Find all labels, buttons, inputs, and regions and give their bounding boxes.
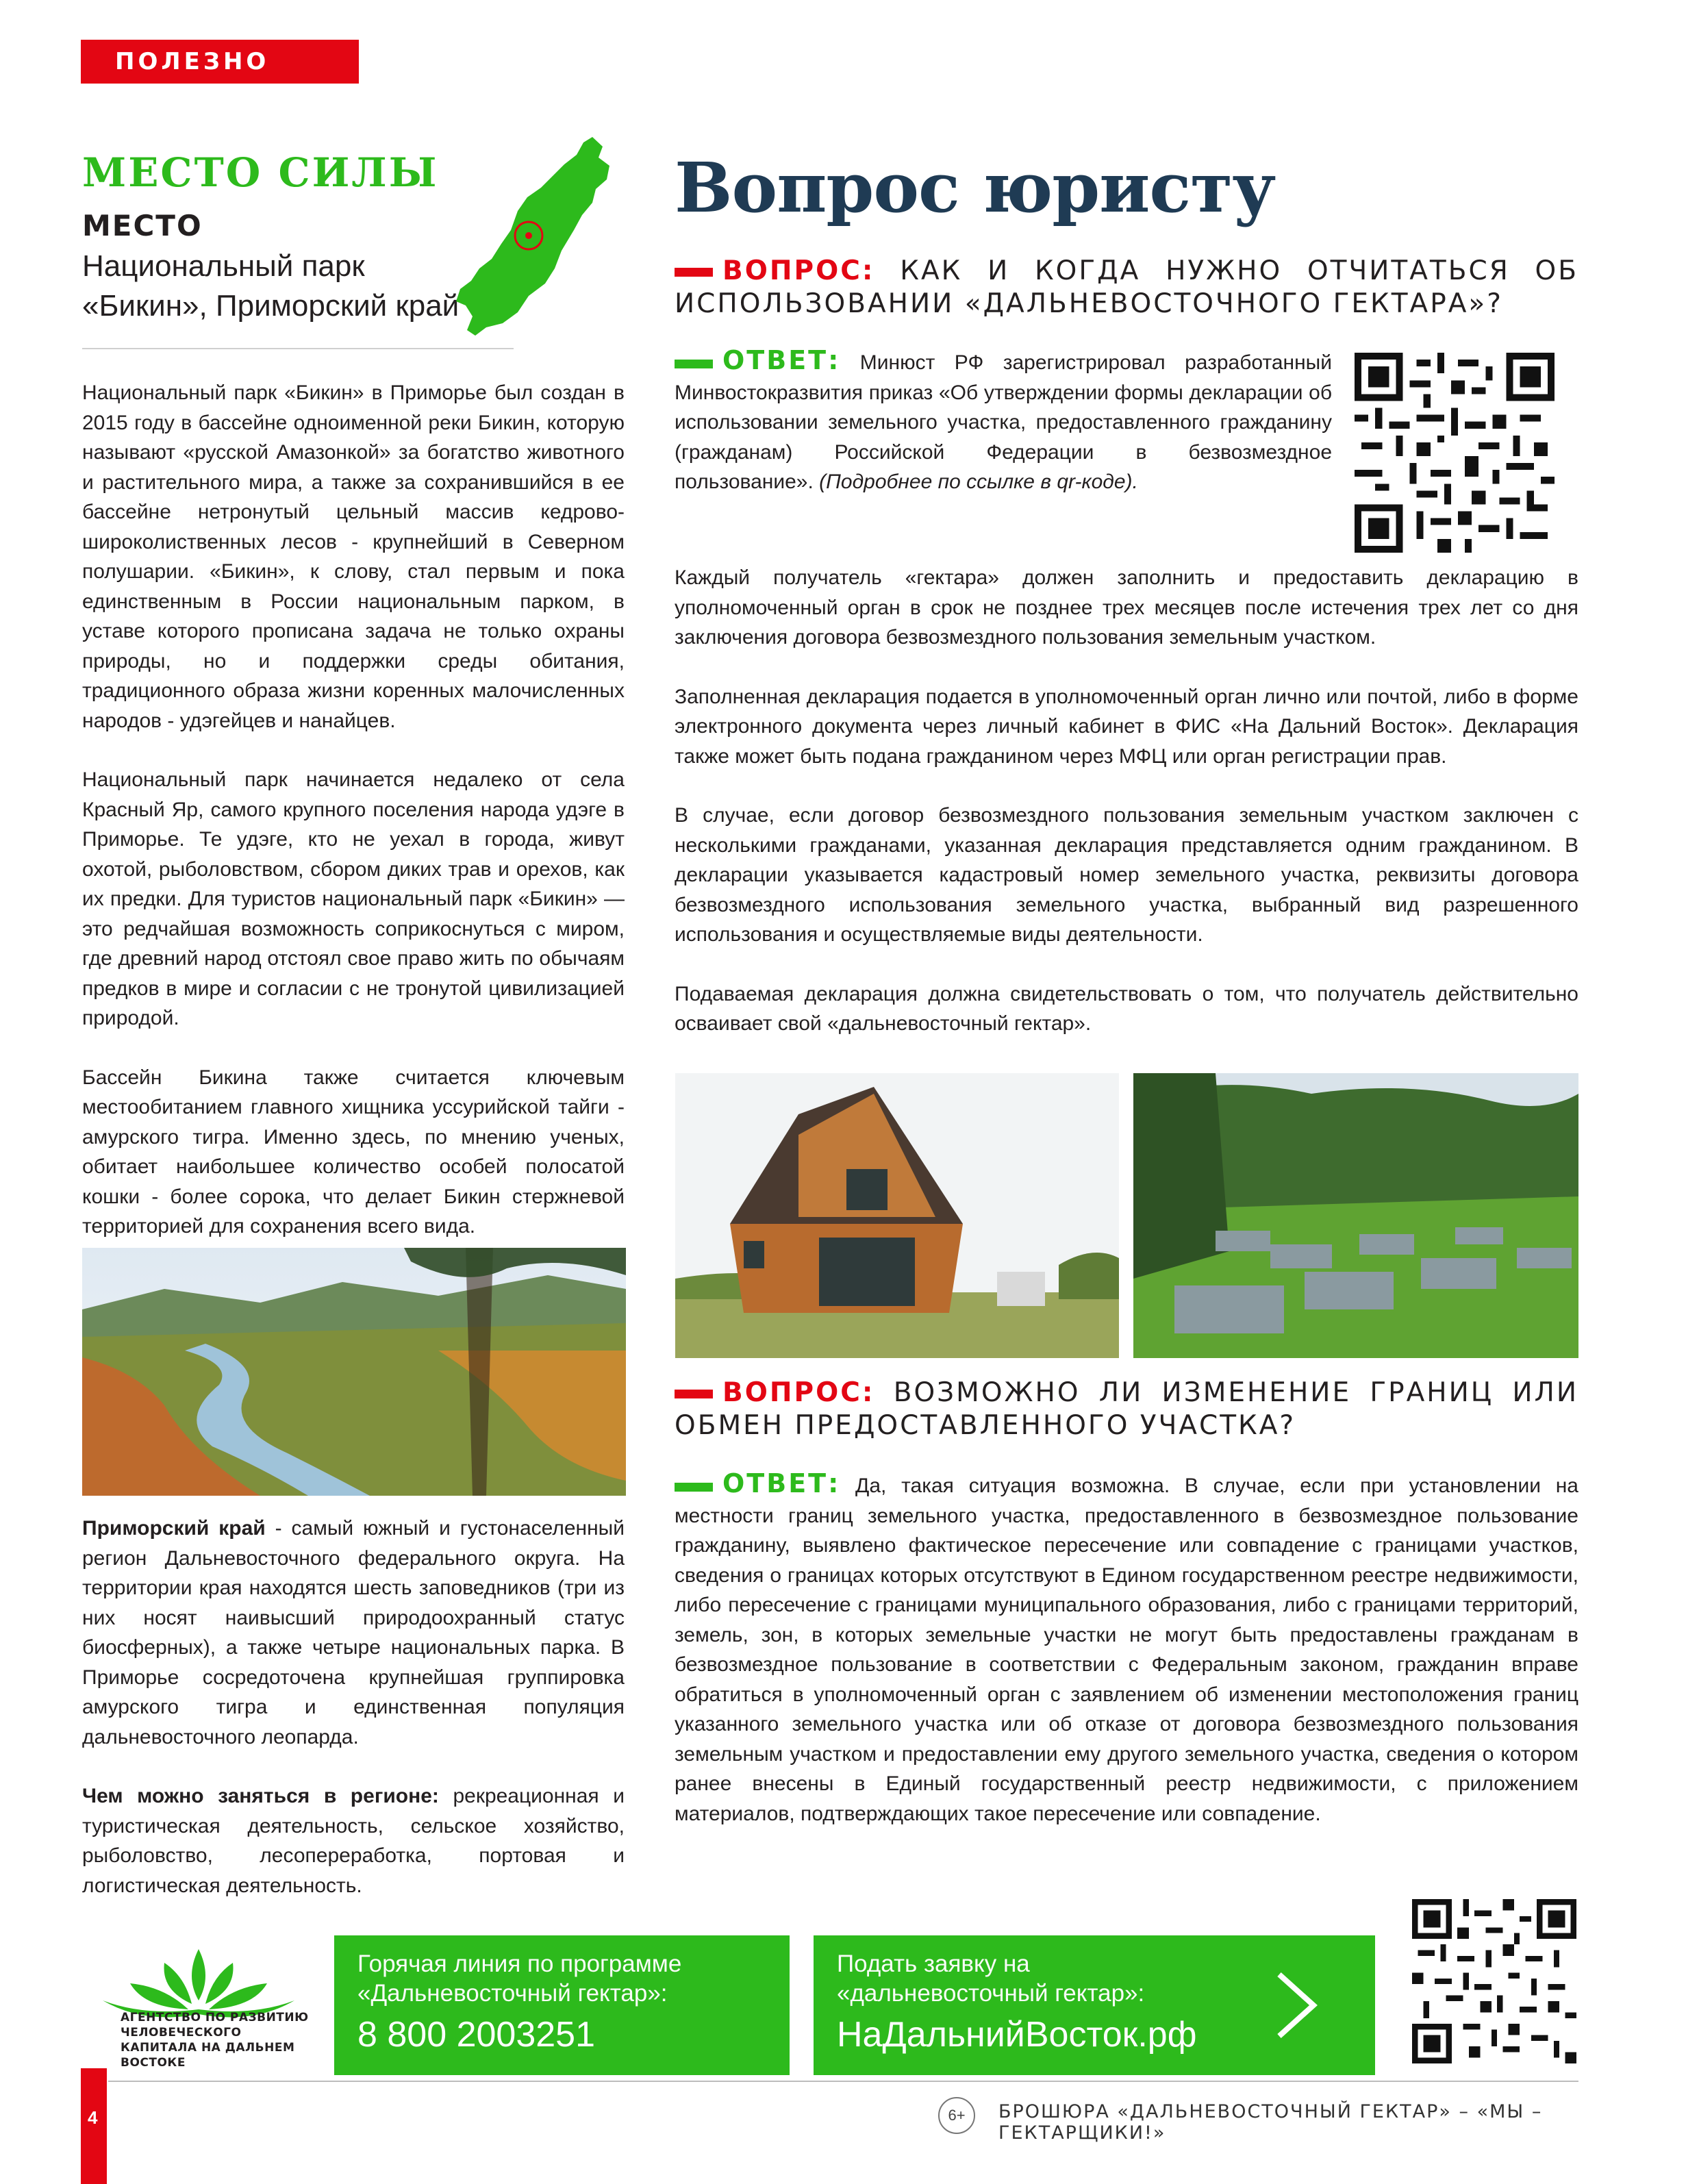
place-name-line2: «Бикин», Приморский край [82,289,460,323]
place-title: МЕСТО СИЛЫ [82,149,439,196]
apply-label-1: Подать заявку на [837,1950,1030,1977]
place-name-line1: Национальный парк [82,249,365,283]
answer-1 [675,346,1332,497]
hotline-label-2: «Дальневосточный гектар»: [357,1980,668,2007]
question-marker [675,268,713,277]
page-number: 4 [88,2107,98,2128]
brochure-title: БРОШЮРА «ДАЛЬНЕВОСТОЧНЫЙ ГЕКТАР» – «МЫ – ГЕКТАРЩИКИ!» [998,2101,1543,2144]
answer-1-paragraph-3: В случае, если договор безвозмездного пользования земельным участком заключен с несколькими гражданами, указанная декларация представляется одним гражданином. В декларации указывается кадастровый номер земельного участка, реквизиты договора безвозмездного использования земельного участка, выбранный вид разрешенного использования и осуществляемые виды деятельности. [675,804,1578,946]
answer-2 [675,1469,1578,1858]
hotline-number[interactable]: 8 800 2003251 [357,2015,596,2055]
left-paragraph-1: Национальный парк «Бикин» в Приморье был создан в 2015 году в бассейне одноименной реки Бикин, которую называют «русской Амазонкой» за богатство животного и растительного мира, а также за сохранившийся в ее бассейне нетронутый цельный массив кедрово-широколиственных лесов - крупнейший в Северном полушарии. «Бикин», к слову, стал первым и пока единственным в России национальным парком, в уставе которого прописана задача не только охраны природы, но и поддержки среды обитания, традиционного образа жизни коренных малочисленных народов - удэгейцев и нанайцев. [82,381,625,732]
river-photo [82,1248,626,1496]
left-paragraph-5-bold: Чем можно заняться в регионе: [82,1785,439,1807]
answer-marker [675,1483,713,1492]
answer-1-paragraph-2: Заполненная декларация подается в уполномоченный орган лично или почтой, либо в форме электронного документа через личный кабинет в ФИС «На Дальний Восток». Декларация также может быть подана гражданином через МФЦ или орган регистрации прав. [675,685,1578,768]
answer-1-paragraph-1: Каждый получатель «гектара» должен заполнить и предоставить декларацию в уполномоченный орган в срок не позднее трех месяцев после истечения трех лет со дня заключения договора безвозмездного пользования земельным участком. [675,566,1578,649]
answer-marker [675,360,713,368]
region-map-icon [452,134,623,340]
apply-label-2: «дальневосточный гектар»: [837,1980,1145,2007]
left-paragraph-2: Национальный парк начинается недалеко от села Красный Яр, самого крупного поселения народа удэге в Приморье. Те удэге, кто не уехал в города, живут охотой, рыболовством, сбором диких трав и орехов, как их предки. Для туристов национальный парк «Бикин» — это редчайшая возможность соприкоснуться с миром, где древний народ отстоял свое право жить по обычаям предков в мире и согласии с не тронутой цивилизацией природой. [82,768,625,1029]
answer-1-details [675,563,1578,1068]
question-1-text: КАК И КОГДА НУЖНО ОТЧИТАТЬСЯ ОБ ИСПОЛЬЗОВАНИИ «ДАЛЬНЕВОСТОЧНОГО ГЕКТАРА»? [675,255,1578,319]
chevron-right-icon[interactable] [1266,1971,1327,2039]
qr-code-icon[interactable] [1355,353,1555,553]
answer-1-label: ОТВЕТ: [722,345,841,375]
left-column-text-bottom [82,1514,625,1930]
left-paragraph-4 [82,1514,625,1752]
place-divider [82,348,514,349]
question-1-label: ВОПРОС: [722,255,875,286]
answer-2-label: ОТВЕТ: [722,1468,841,1498]
section-tag: ПОЛЕЗНО ЗНАТЬ [81,40,359,84]
answer-2-text: Да, такая ситуация возможна. В случае, если при установлении на местности границ земельного участка, предоставленного в безвозмездное пользование гражданину, выявлено фактическое пересечение или совпадение с границами участков, сведения о границах которых отсутствуют в Едином государственном реестре недвижимости, либо пересечение с границами муниципального образования, либо с границами территорий, земель, зон, в которых земельные участки не могут быть предоставлены гражданам в безвозмездное пользование в соответствии с Федеральным законом, гражданин вправе обратиться в уполномоченный орган с заявлением об изменении местоположения границ указанного земельного участка или об отказе от договора безвозмездного пользования земельным участком и предоставлении ему другого земельного участка, сведения о котором ранее внесены в Единый государственный реестр недвижимости, с приложением материалов, подтверждающих такое пересечение или совпадение. [675,1474,1578,1825]
left-paragraph-3: Бассейн Бикина также считается ключевым местообитанием главного хищника уссурийской тайги - амурского тигра. Именно здесь, по мнению ученых, обитает наибольшее количество особей полосатой кошки - более сорока, что делает Бикин стержневой территорией для сохранения всего вида. [82,1066,625,1238]
apply-box[interactable] [814,1935,1375,2075]
qr-code-apply-icon[interactable] [1412,1899,1576,2063]
place-label: МЕСТО [82,209,203,242]
hotline-box[interactable] [334,1935,790,2075]
left-column-text-top [82,378,625,1271]
hotline-label-1: Горячая линия по программе [357,1950,682,1977]
left-paragraph-5-rest: рекреационная и туристическая деятельность, сельское хозяйство, рыболовство, лесопереработка, портовая и логистическая деятельность. [82,1785,625,1897]
apply-site-link[interactable]: НаДальнийВосток.рф [837,2015,1197,2055]
question-2-text: ВОЗМОЖНО ЛИ ИЗМЕНЕНИЕ ГРАНИЦ ИЛИ ОБМЕН ПРЕДОСТАВЛЕННОГО УЧАСТКА? [675,1377,1578,1441]
answer-1-text: Минюст РФ зарегистрировал разработанный Минвостокразвития приказ «Об утверждении формы декларации об использовании земельного участка, предоставленного гражданину (гражданам) Российской Федерации в безвозмездное пользование». [675,351,1332,493]
question-1 [675,255,1578,321]
footer-divider [108,2081,1578,2082]
beehives-photo [1133,1073,1578,1358]
left-paragraph-5 [82,1781,625,1900]
house-photo [675,1073,1119,1358]
question-marker [675,1390,713,1398]
question-2-label: ВОПРОС: [722,1377,875,1408]
answer-1-paragraph-4: Подаваемая декларация должна свидетельствовать о том, что получатель действительно осваивает свой «дальневосточный гектар». [675,982,1578,1035]
place-name [82,247,466,326]
age-rating-badge: 6+ [938,2097,975,2134]
question-2 [675,1377,1578,1442]
left-paragraph-4-rest: - самый южный и густонаселенный регион Дальневосточного федерального округа. На территории края находятся шесть заповедников (три из них носят наивысший природоохранный статус биосферных), а также четыре национальных парка. В Приморье сосредоточена крупнейшая группировка амурского тигра и единственная популяция дальневосточного леопарда. [82,1517,625,1748]
agency-logo-text: АГЕНТСТВО ПО РАЗВИТИЮ ЧЕЛОВЕЧЕСКОГО КАПИТАЛА НА ДАЛЬНЕМ ВОСТОКЕ [121,2011,309,2070]
answer-2-paragraph [675,1469,1578,1829]
left-paragraph-4-bold: Приморский край [82,1517,266,1540]
answer-1-link-note: (Подробнее по ссылке в qr-коде). [813,470,1138,493]
page-heading: Вопрос юристу [675,147,1276,228]
